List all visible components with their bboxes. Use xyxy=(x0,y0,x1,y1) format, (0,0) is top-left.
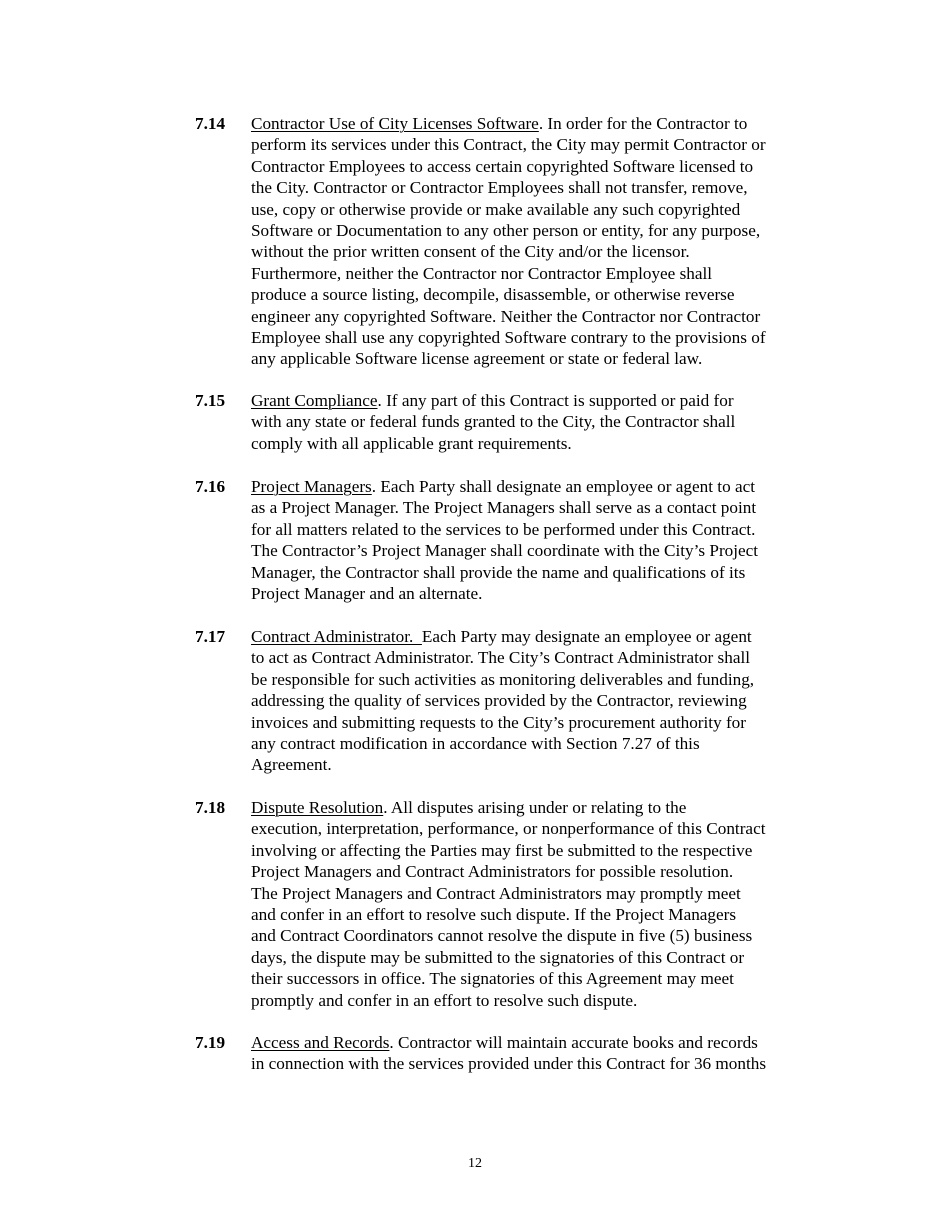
section-heading: Contract Administrator. xyxy=(251,627,422,646)
section-text-line: to act as Contract Administrator. The City’s Contract Administrator shall xyxy=(251,648,751,668)
section-text-line: be responsible for such activities as monitoring deliverables and funding, xyxy=(251,669,755,689)
section-text-line: engineer any copyrighted Software. Neither the Contractor nor Contractor xyxy=(251,306,761,326)
section-first-line xyxy=(251,113,815,134)
section-first-line xyxy=(251,476,815,497)
section-text-line: addressing the quality of services provided by the Contractor, reviewing xyxy=(251,691,747,711)
section-text-line: . In order for the Contractor to xyxy=(538,114,748,133)
section-text-line: any contract modification in accordance with Section 7.27 of this xyxy=(251,733,700,753)
section-number: 7.16 xyxy=(195,477,226,496)
section-first-line xyxy=(251,626,815,647)
section-heading: Grant Compliance xyxy=(251,391,378,410)
section-text-line: as a Project Manager. The Project Managers shall serve as a contact point xyxy=(251,498,757,518)
section-text-line: Contractor Employees to access certain copyrighted Software licensed to xyxy=(251,156,754,176)
section-text-line: without the prior written consent of the City and/or the licensor. xyxy=(251,242,690,262)
section-text-line: their successors in office. The signatories of this Agreement may meet xyxy=(251,969,734,989)
section-text-line: Employee shall use any copyrighted Software contrary to the provisions of xyxy=(251,327,766,347)
section-heading: Access and Records xyxy=(251,1033,390,1052)
section-heading: Dispute Resolution xyxy=(251,798,384,817)
section-text-line: The Contractor’s Project Manager shall coordinate with the City’s Project xyxy=(251,541,759,561)
section-text-line: Project Manager and an alternate. xyxy=(251,583,483,603)
section-first-line xyxy=(251,1032,815,1053)
section-text-line: perform its services under this Contract, the City may permit Contractor or xyxy=(251,135,766,155)
section-first-line xyxy=(251,797,815,818)
section-text-line: Agreement. xyxy=(251,755,332,775)
section-body xyxy=(251,1032,815,1075)
section-text-line: . All disputes arising under or relating to the xyxy=(383,798,687,817)
section-text-line: involving or affecting the Parties may first be submitted to the respective xyxy=(251,840,753,860)
section-text-line: any applicable Software license agreement or state or federal law. xyxy=(251,349,703,369)
section-first-line xyxy=(251,390,815,411)
section-text-line: days, the dispute may be submitted to the signatories of this Contract or xyxy=(251,947,745,967)
section-heading: Project Managers xyxy=(251,477,372,496)
section-text-line: for all matters related to the services to be performed under this Contract. xyxy=(251,519,756,539)
section-text-line: produce a source listing, decompile, disassemble, or otherwise reverse xyxy=(251,285,735,305)
section-text-line: use, copy or otherwise provide or make available any such copyrighted xyxy=(251,199,741,219)
section-heading: Contractor Use of City Licenses Software xyxy=(251,114,539,133)
section-text-line: comply with all applicable grant requirements. xyxy=(251,433,572,453)
section-body xyxy=(251,797,815,1011)
section-number: 7.14 xyxy=(195,114,226,133)
section-body xyxy=(251,113,815,370)
page-number: 12 xyxy=(468,1156,482,1171)
section-text-line: in connection with the services provided under this Contract for 36 months xyxy=(251,1054,767,1074)
section-text-line: and confer in an effort to resolve such dispute. If the Project Managers xyxy=(251,904,737,924)
section-text-line: . Each Party shall designate an employee or agent to act xyxy=(371,477,755,496)
section-body xyxy=(251,390,815,454)
section-text-line: Software or Documentation to any other person or entity, for any purpose, xyxy=(251,220,761,240)
section-number: 7.18 xyxy=(195,798,226,817)
section-text-line: The Project Managers and Contract Administrators may promptly meet xyxy=(251,883,741,903)
section-body xyxy=(251,626,815,776)
section-text-line: and Contract Coordinators cannot resolve the dispute in five (5) business xyxy=(251,926,753,946)
section-body xyxy=(251,476,815,604)
section-text-line: with any state or federal funds granted to the City, the Contractor shall xyxy=(251,412,736,432)
section-text-line: . If any part of this Contract is supported or paid for xyxy=(377,391,734,410)
section-text-line: Project Managers and Contract Administrators for possible resolution. xyxy=(251,862,734,882)
section-text-line: Each Party may designate an employee or agent xyxy=(421,627,752,646)
section-number: 7.17 xyxy=(195,627,226,646)
section-text-line: invoices and submitting requests to the City’s procurement authority for xyxy=(251,712,747,732)
section-text-line: promptly and confer in an effort to resolve such dispute. xyxy=(251,990,638,1010)
section-text-line: . Contractor will maintain accurate books and records xyxy=(389,1033,758,1052)
section-text-line: Furthermore, neither the Contractor nor Contractor Employee shall xyxy=(251,263,713,283)
section-number: 7.15 xyxy=(195,391,226,410)
section-number: 7.19 xyxy=(195,1033,226,1052)
section-text-line: Manager, the Contractor shall provide the name and qualifications of its xyxy=(251,562,746,582)
section-text-line: the City. Contractor or Contractor Employees shall not transfer, remove, xyxy=(251,178,748,198)
section-text-line: execution, interpretation, performance, or nonperformance of this Contract xyxy=(251,819,766,839)
